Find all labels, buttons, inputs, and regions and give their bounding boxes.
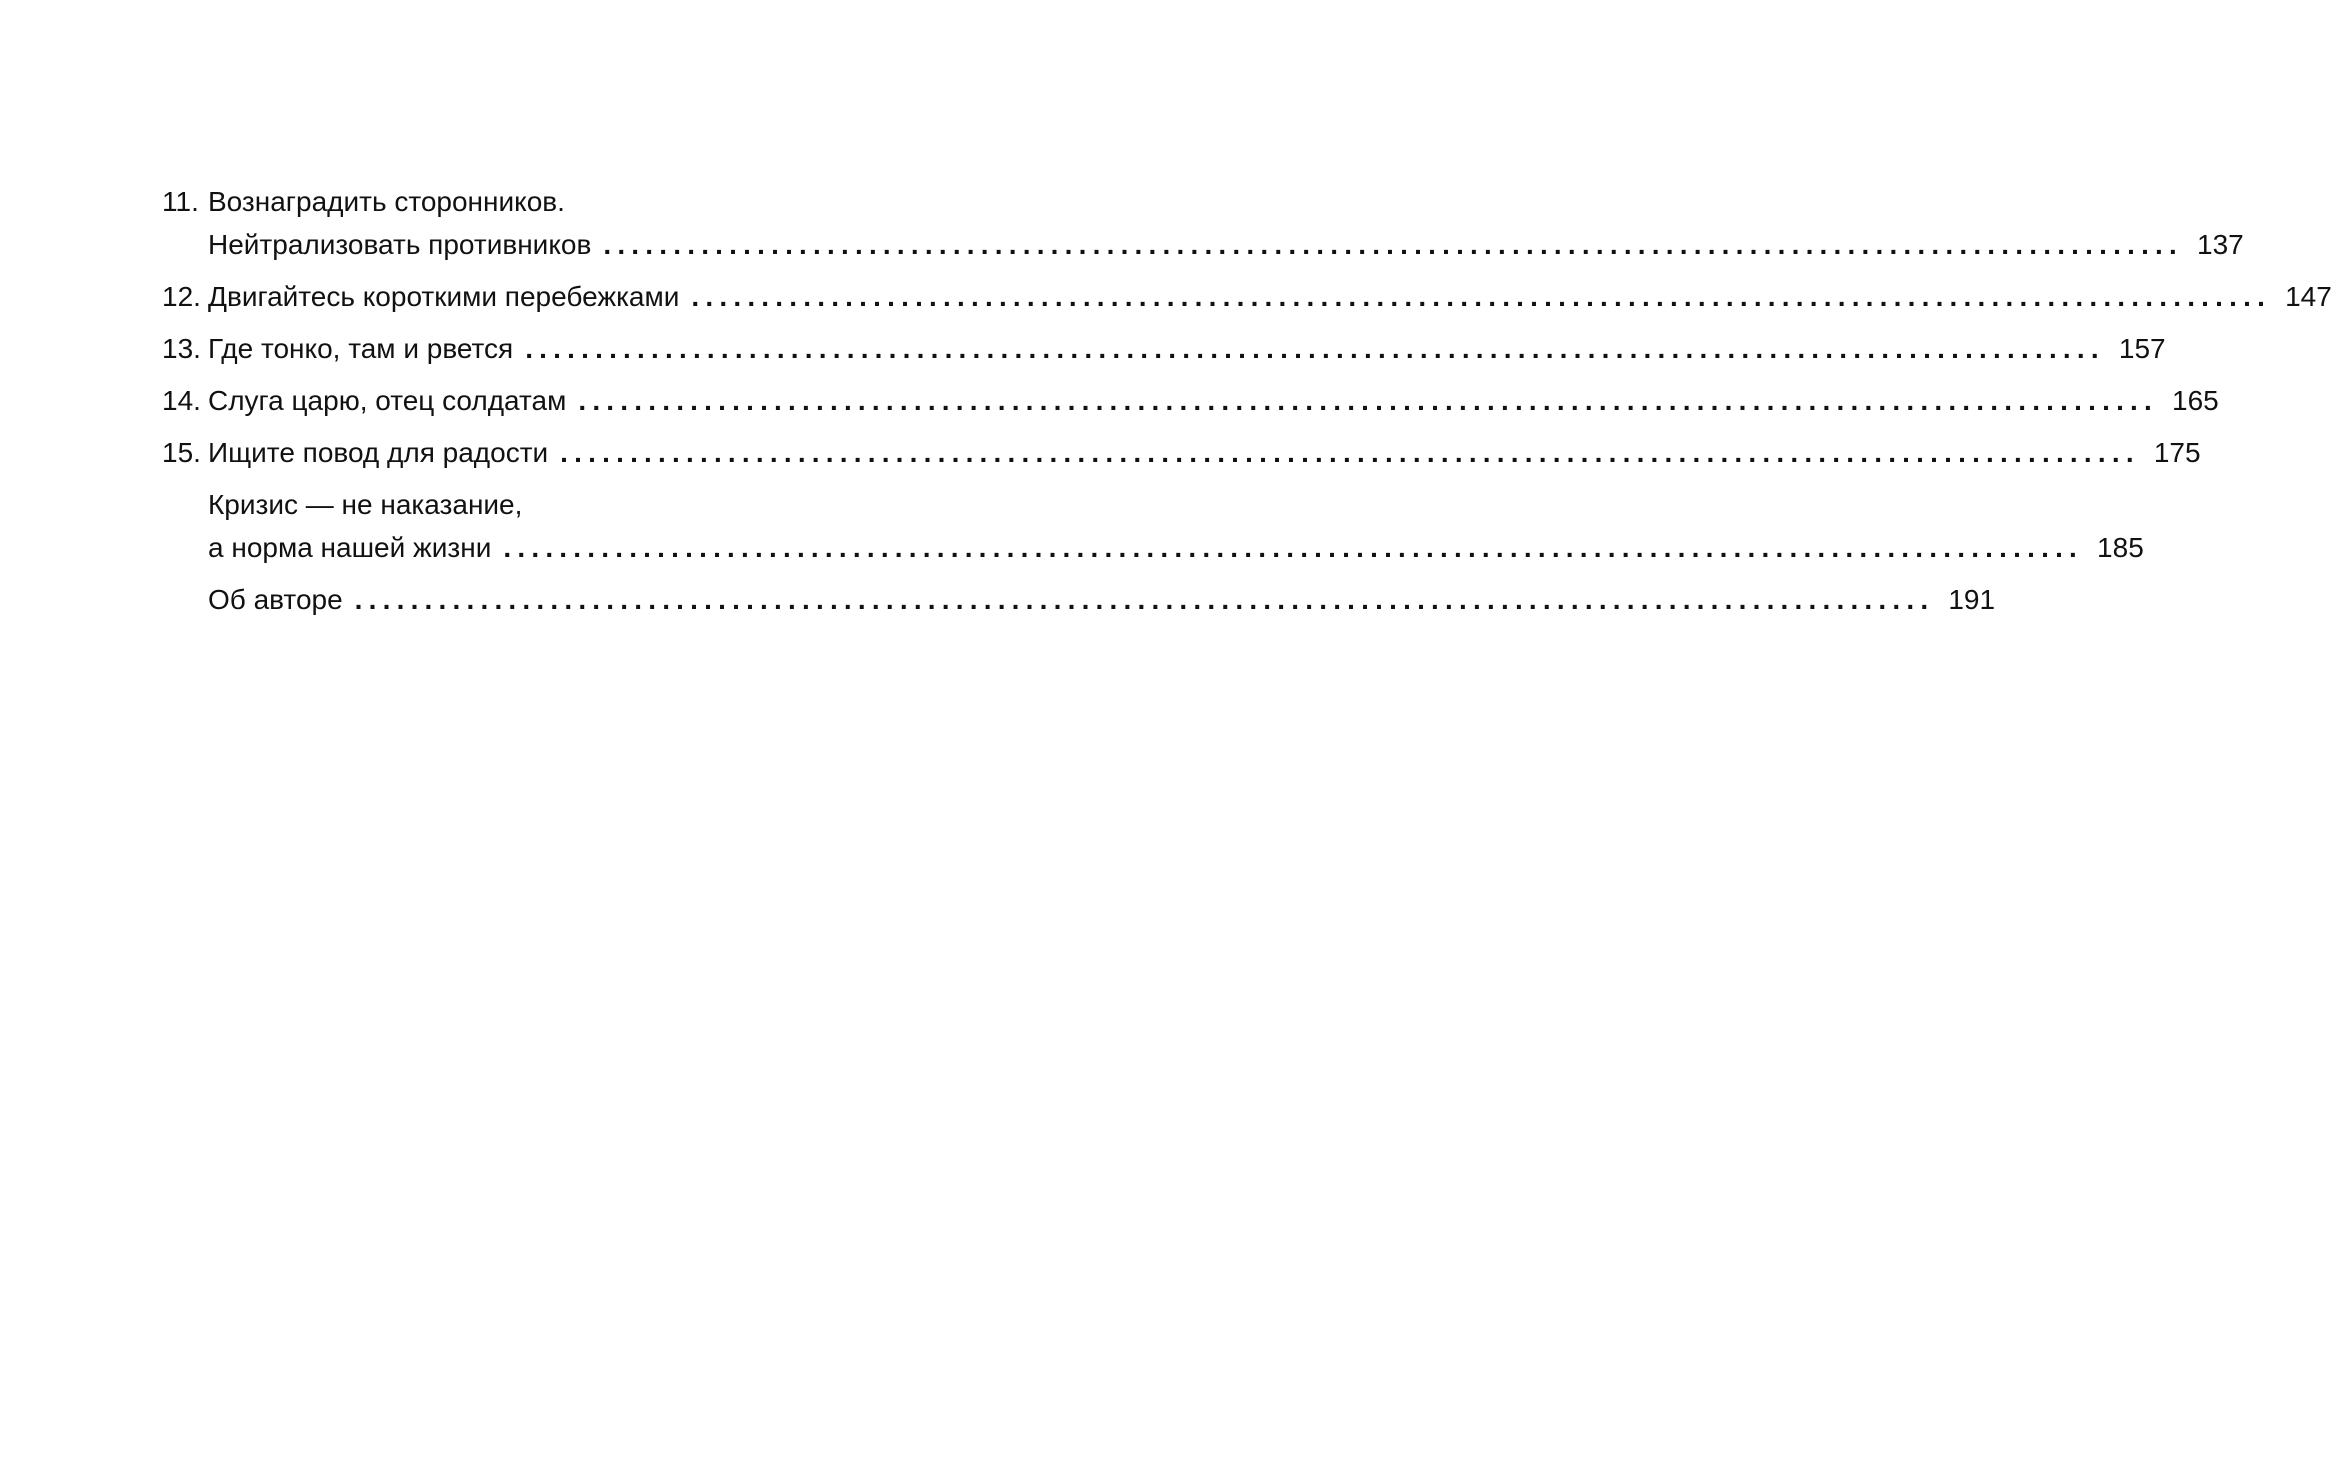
chapter-title-line: Двигайтесь короткими перебежками — [208, 281, 680, 312]
chapter-title — [208, 379, 2219, 422]
chapter-title-line: Где тонко, там и рвется — [208, 333, 514, 364]
chapter-number: 13. — [162, 333, 201, 364]
chapter-number: 11. — [162, 186, 199, 217]
dot-leader: ................................................................................................................. — [354, 584, 1935, 615]
chapter-title-line: Нейтрализовать противников — [208, 229, 592, 260]
table-of-contents — [162, 180, 2332, 630]
chapter-number: 12. — [162, 281, 201, 312]
chapter-title — [208, 483, 2144, 569]
chapter-title-line: Об авторе — [208, 584, 343, 615]
page-number: 185 — [2097, 532, 2144, 563]
page-number: 137 — [2197, 229, 2244, 260]
chapter-title — [208, 578, 1996, 621]
chapter-title — [208, 327, 2166, 370]
chapter-title — [208, 275, 2332, 318]
chapter-title-line: Кризис — не наказание, — [208, 489, 523, 520]
page-number: 175 — [2153, 437, 2201, 468]
page-number: 157 — [2118, 333, 2166, 364]
chapter-title — [208, 180, 2244, 266]
dot-leader: ................................................................................................................. — [578, 385, 2159, 416]
chapter-title-line: Вознаградить сторонников. — [208, 186, 565, 217]
page-number: 165 — [2172, 385, 2219, 416]
chapter-title — [208, 431, 2201, 474]
chapter-title-line: а норма нашей жизни — [208, 532, 492, 563]
chapter-number: 15. — [162, 437, 201, 468]
chapter-title-line: Слуга царю, отец солдатам — [208, 385, 567, 416]
toc-entry-14[interactable] — [162, 379, 2219, 422]
dot-leader: ................................................................................................................. — [525, 333, 2105, 364]
toc-entry-11[interactable] — [162, 180, 2244, 266]
toc-entry-about-author[interactable] — [162, 578, 1996, 621]
dot-leader: ................................................................................................................. — [691, 281, 2272, 312]
dot-leader: ................................................................................................................. — [603, 229, 2184, 260]
toc-entry-15[interactable] — [162, 431, 2201, 474]
chapter-title-line: Ищите повод для радости — [208, 437, 549, 468]
dot-leader: ................................................................................................................. — [503, 532, 2084, 563]
toc-entry-13[interactable] — [162, 327, 2166, 370]
page-number: 147 — [2285, 281, 2332, 312]
page-number: 191 — [1948, 584, 1996, 615]
dot-leader: ................................................................................................................. — [560, 437, 2140, 468]
toc-entry-afterword[interactable] — [162, 483, 2144, 569]
chapter-number: 14. — [162, 385, 201, 416]
toc-entry-12[interactable] — [162, 275, 2332, 318]
